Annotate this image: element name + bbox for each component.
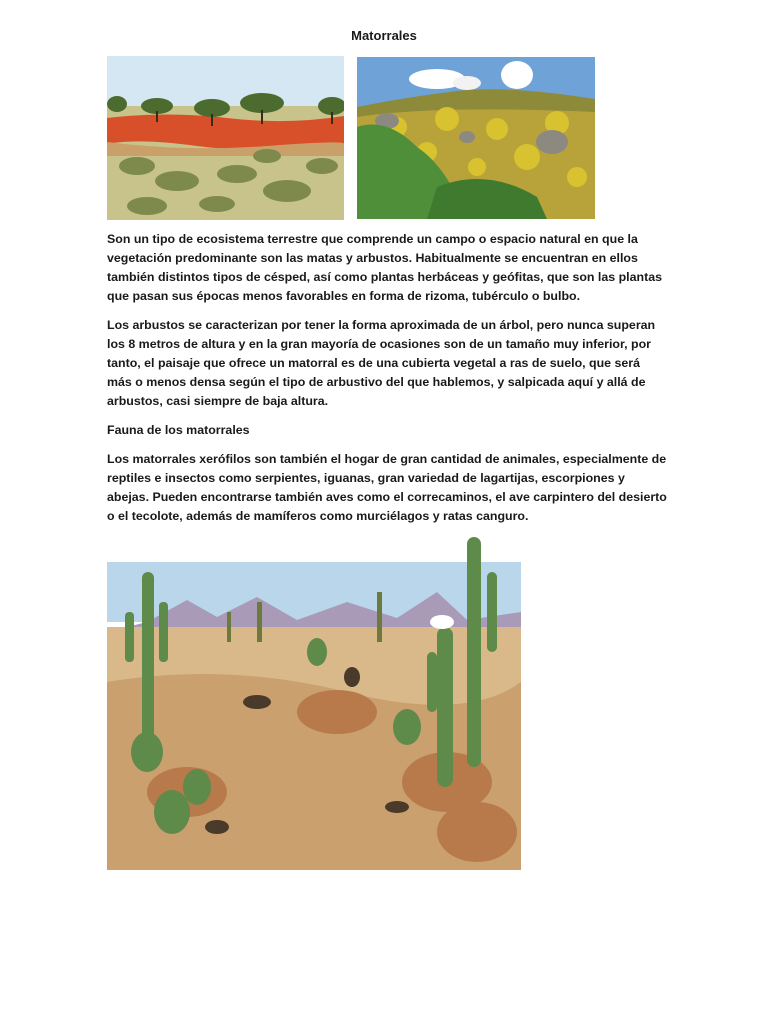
savanna-photo — [107, 56, 344, 220]
desert-fauna-illustration — [107, 532, 521, 870]
intro-paragraph: Son un tipo de ecosistema terrestre que comprende un campo o espacio natural en que la vegetación predominante son las matas y arbustos. Habitualmente se encuentran en ellos también distintos tipos de césped, así como plantas herbáceas y geófitas, que son las plantas que pasan sus épocas menos favorables en forma de rizoma, tubérculo o bulbo. — [107, 232, 662, 303]
page-title: Matorrales — [351, 28, 417, 43]
fauna-paragraph: Los matorrales xerófilos son también el hogar de gran cantidad de animales, especialmente de reptiles e insectos como serpientes, iguanas, gran variedad de lagartijas, escorpiones y abejas. Pueden encontrarse también aves como el correcaminos, el ave carpintero del desierto o el tecolote, además de mamíferos como murciélagos y ratas canguro. — [107, 452, 667, 523]
shrubs-paragraph: Los arbustos se caracterizan por tener la forma aproximada de un árbol, pero nunca superan los 8 metros de altura y en la gran mayoría de ocasiones son de un tamaño muy inferior, por tanto, el paisaje que ofrece un matorral es de una cubierta vegetal a ras de suelo, que será más o menos densa según el tipo de arbustivo del que hablemos, y salpicada aquí y allá de arbustos, casi siempre de baja altura. — [107, 318, 656, 408]
hillside-shrubland-photo — [357, 57, 595, 219]
fauna-heading: Fauna de los matorrales — [107, 423, 250, 437]
